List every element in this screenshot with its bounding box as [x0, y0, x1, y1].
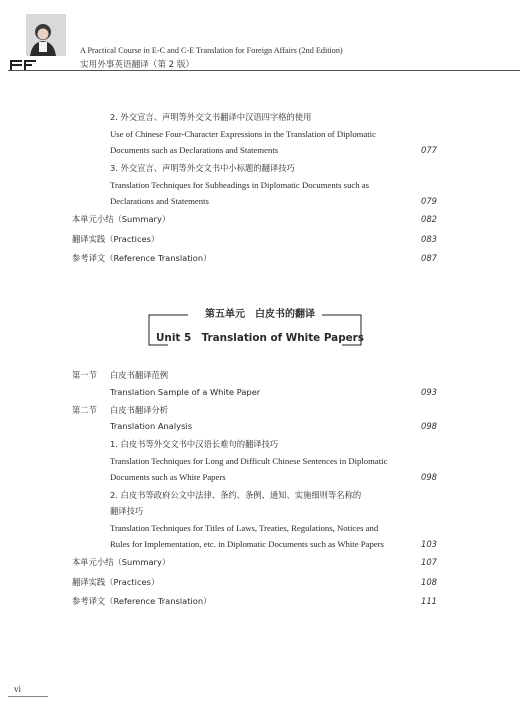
entry-label: 本单元小结（Summary） [72, 214, 171, 224]
subentry-title-en: Documents such as Declarations and Statements [110, 145, 279, 155]
subentry-title-zh: 3. 外交宣言、声明等外交文书中小标题的翻译技巧 [110, 163, 295, 173]
toc-subentry [0, 487, 520, 503]
toc-entry-summary[interactable] [0, 554, 520, 570]
page-number: 079 [421, 196, 437, 206]
subentry-title-en: Declarations and Statements [110, 196, 209, 206]
toc-subentry-en [0, 469, 520, 485]
toc-subentry-en [0, 453, 520, 469]
subentry-title-zh: 2. 外交宣言、声明等外交文书翻译中汉语四字格的使用 [110, 112, 312, 122]
subentry-title-zh: 翻译技巧 [110, 506, 144, 516]
subentry-title-en: Documents such as White Papers [110, 472, 226, 482]
toc-subentry [0, 109, 520, 125]
subentry-title-en: Translation Techniques for Subheadings in Diplomatic Documents such as [110, 180, 370, 190]
entry-label: 参考译文（Reference Translation） [72, 253, 212, 263]
toc-entry-reference[interactable] [0, 250, 520, 266]
page-number: 103 [421, 539, 437, 549]
footer-rule [8, 696, 48, 697]
section-title-zh: 白皮书翻译范例 [110, 370, 169, 380]
header-title-zh: 实用外事英语翻译（第 2 版） [80, 60, 195, 70]
header-logo [8, 12, 66, 70]
toc-subentry-en [0, 142, 520, 158]
toc-subentry [0, 436, 520, 452]
toc-subentry [0, 160, 520, 176]
subentry-title-en: Translation Techniques for Long and Difficult Chinese Sentences in Diplomatic [110, 456, 388, 466]
page-number: 077 [421, 145, 437, 155]
unit-title-zh: 第五单元 白皮书的翻译 [205, 309, 315, 320]
page-number: 098 [421, 472, 437, 482]
page-number: 087 [421, 253, 437, 263]
page-number: 093 [421, 387, 437, 397]
toc-section-en [0, 418, 520, 434]
footer-page-number: vi [14, 684, 22, 694]
toc-entry-reference[interactable] [0, 593, 520, 609]
toc-subentry-en [0, 193, 520, 209]
subentry-title-en: Use of Chinese Four-Character Expressions in the Translation of Diplomatic [110, 129, 376, 139]
toc-entry-summary[interactable] [0, 211, 520, 227]
page-number: 107 [421, 557, 437, 567]
page-number: 082 [421, 214, 437, 224]
page-number: 111 [421, 596, 437, 606]
entry-label: 参考译文（Reference Translation） [72, 596, 212, 606]
subentry-title-zh: 2. 白皮书等政府公文中法律、条约、条例、通知、实施细则等名称的 [110, 490, 362, 500]
toc-subentry [0, 503, 520, 519]
header-rule [8, 70, 520, 71]
subentry-title-en: Translation Techniques for Titles of Laws, Treaties, Regulations, Notices and [110, 523, 379, 533]
entry-label: 翻译实践（Practices） [72, 577, 160, 587]
toc-subentry-en [0, 126, 520, 142]
toc-section-en [0, 384, 520, 400]
toc-entry-practices[interactable] [0, 574, 520, 590]
toc-section[interactable] [0, 367, 520, 383]
subentry-title-zh: 1. 白皮书等外交文书中汉语长难句的翻译技巧 [110, 439, 279, 449]
toc-subentry-en [0, 536, 520, 552]
toc-section[interactable] [0, 402, 520, 418]
section-title-zh: 白皮书翻译分析 [110, 405, 169, 415]
page-number: 083 [421, 234, 437, 244]
page-number: 108 [421, 577, 437, 587]
entry-label: 翻译实践（Practices） [72, 234, 160, 244]
toc-entry-practices[interactable] [0, 231, 520, 247]
subentry-title-en: Rules for Implementation, etc. in Diplomatic Documents such as White Papers [110, 539, 384, 549]
section-title-en: Translation Sample of a White Paper [110, 387, 261, 397]
toc-subentry-en [0, 520, 520, 536]
page-number: 098 [421, 421, 437, 431]
toc-subentry-en [0, 177, 520, 193]
header-title-en: A Practical Course in E-C and C-E Translation for Foreign Affairs (2nd Edition) [80, 46, 343, 55]
entry-label: 本单元小结（Summary） [72, 557, 171, 567]
section-title-en: Translation Analysis [110, 421, 193, 431]
section-number: 第二节 [72, 405, 97, 415]
unit-title-en: Unit 5 Translation of White Papers [156, 332, 364, 344]
section-number: 第一节 [72, 370, 97, 380]
